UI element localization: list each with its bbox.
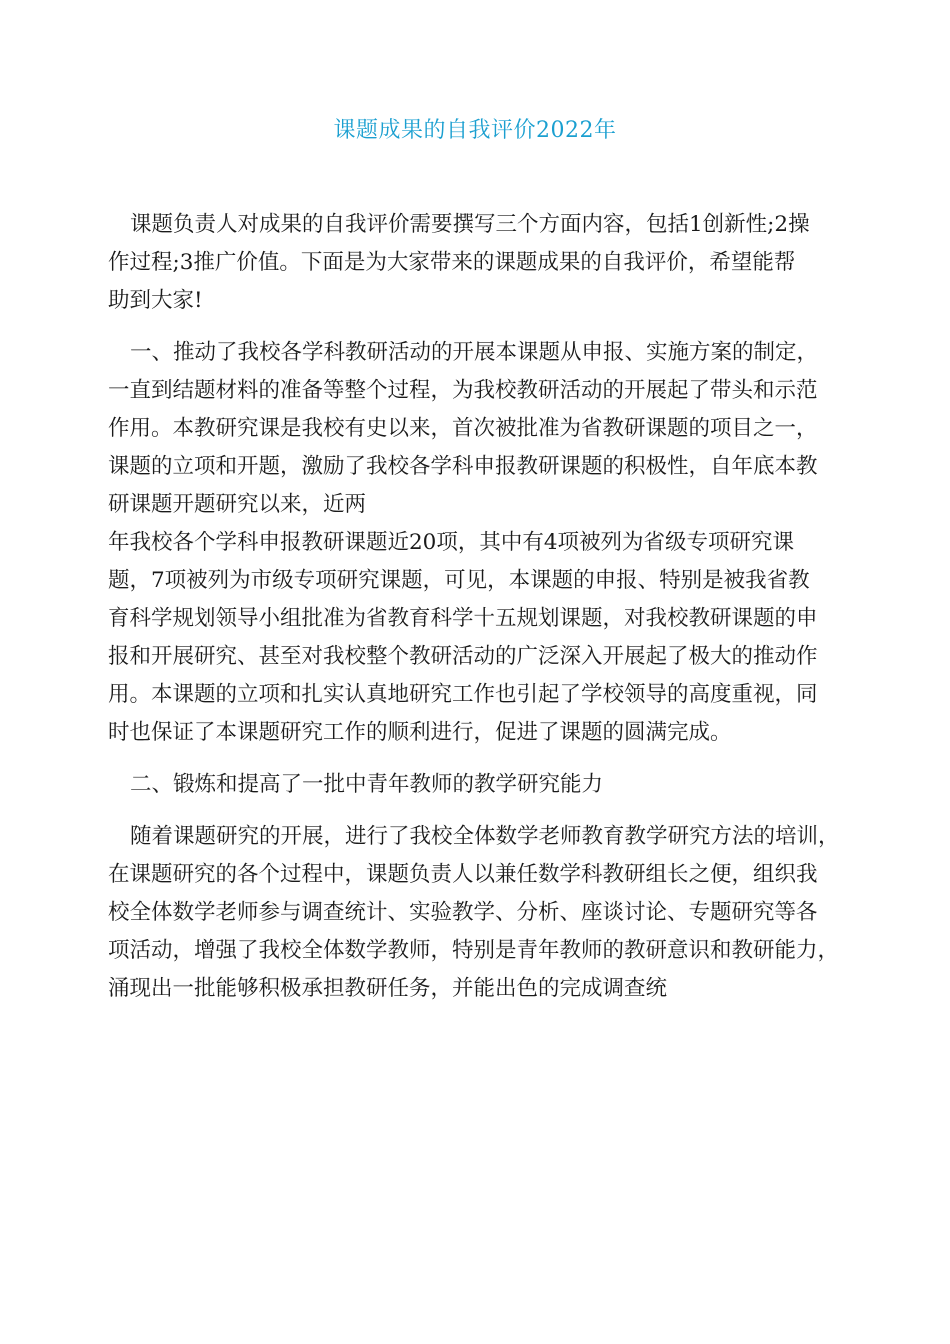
text-line: 随着课题研究的开展，进行了我校全体数学老师教育教学研究方法的培训， — [130, 824, 840, 849]
page-title: 课题成果的自我评价2022年 — [333, 118, 617, 143]
text-line: 一直到结题材料的准备等整个过程，为我校教研活动的开展起了带头和示范 — [108, 378, 818, 403]
text-line: 育科学规划领导小组批准为省教育科学十五规划课题，对我校教研课题的申 — [108, 606, 818, 631]
text-line: 课题的立项和开题，激励了我校各学科申报教研课题的积极性，自年底本教 — [108, 454, 818, 479]
text-line: 年我校各个学科申报教研课题近20项，其中有4项被列为省级专项研究课 — [108, 530, 795, 555]
document-body — [108, 206, 854, 1008]
text-line: 二、锻炼和提高了一批中青年教师的教学研究能力 — [130, 772, 604, 797]
paragraph-gap — [108, 752, 854, 766]
text-line: 报和开展研究、甚至对我校整个教研活动的广泛深入开展起了极大的推动作 — [108, 644, 818, 669]
text-line: 用。本课题的立项和扎实认真地研究工作也引起了学校领导的高度重视，同 — [108, 682, 818, 707]
text-line: 在课题研究的各个过程中，课题负责人以兼任数学科教研组长之便，组织我 — [108, 862, 818, 887]
text-line: 作过程;3推广价值。下面是为大家带来的课题成果的自我评价，希望能帮 — [108, 250, 796, 275]
text-line: 一、推动了我校各学科教研活动的开展本课题从申报、实施方案的制定， — [130, 340, 819, 365]
text-line: 时也保证了本课题研究工作的顺利进行，促进了课题的圆满完成。 — [108, 720, 732, 745]
text-line: 作用。本教研究课是我校有史以来，首次被批准为省教研课题的项目之一， — [108, 416, 818, 441]
paragraph-gap — [108, 320, 854, 334]
text-line: 涌现出一批能够积极承担教研任务，并能出色的完成调查统 — [108, 976, 668, 1001]
text-line: 课题负责人对成果的自我评价需要撰写三个方面内容，包括1创新性;2操 — [130, 212, 810, 237]
paragraph-gap — [108, 804, 854, 818]
text-line: 研课题开题研究以来，近两 — [108, 492, 367, 517]
text-line: 校全体数学老师参与调查统计、实验教学、分析、座谈讨论、专题研究等各 — [108, 900, 818, 925]
text-line: 题，7项被列为市级专项研究课题，可见，本课题的申报、特别是被我省教 — [108, 568, 810, 593]
text-line: 项活动，增强了我校全体数学教师，特别是青年教师的教研意识和教研能力， — [108, 938, 840, 963]
text-line: 助到大家! — [108, 288, 203, 313]
